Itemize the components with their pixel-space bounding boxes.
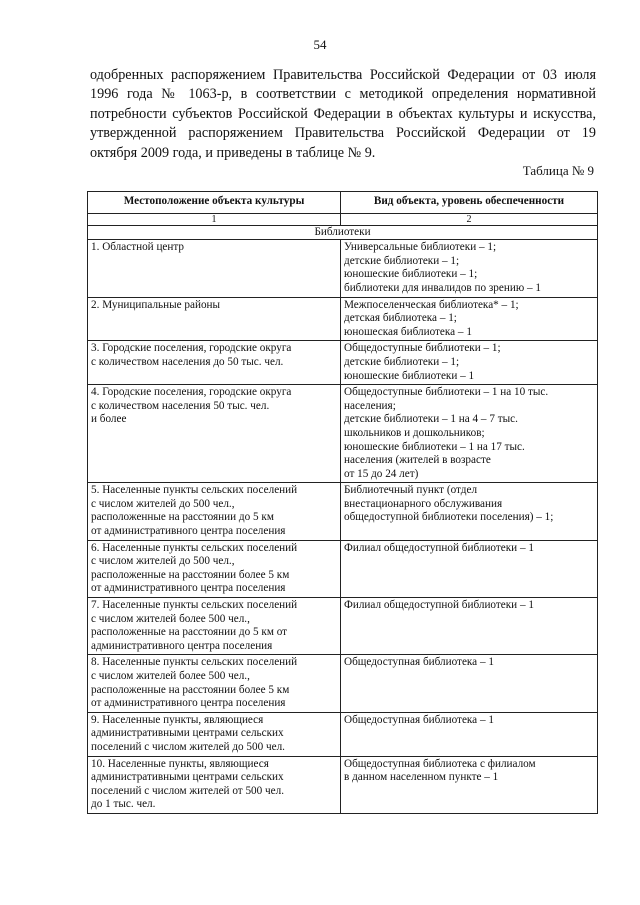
table-row xyxy=(88,756,598,813)
location-line: административными центрами сельских xyxy=(91,727,284,740)
object-type-line: Общедоступные библиотеки – 1 на 10 тыс. xyxy=(344,386,549,399)
object-type-line: Филиал общедоступной библиотеки – 1 xyxy=(344,541,534,554)
object-type-cell xyxy=(341,483,598,540)
object-type-cell xyxy=(341,540,598,597)
column-number-1: 1 xyxy=(88,213,341,225)
object-type-line: юношеские библиотеки – 1 xyxy=(344,369,475,382)
object-type-line: библиотеки для инвалидов по зрению – 1 xyxy=(344,281,541,294)
object-type-line: Библиотечный пункт (отдел xyxy=(344,484,478,497)
location-cell xyxy=(88,385,341,483)
location-line: с числом жителей более 500 чел., xyxy=(91,670,250,682)
location-line: 4. Городские поселения, городские округа xyxy=(91,386,292,399)
location-cell xyxy=(88,540,341,597)
object-type-cell xyxy=(341,655,598,712)
location-cell xyxy=(88,297,341,341)
object-type-line: внестационарного обслуживания xyxy=(344,497,503,510)
location-line: и более xyxy=(91,413,127,426)
object-type-line: Филиал общедоступной библиотеки – 1 xyxy=(344,599,534,612)
object-type-line: Общедоступная библиотека – 1 xyxy=(344,656,494,669)
location-cell xyxy=(88,341,341,385)
page-number: 54 xyxy=(313,37,327,52)
location-line: с числом жителей более 500 чел., xyxy=(91,612,250,625)
location-line: с количеством населения 50 тыс. чел. xyxy=(91,399,270,412)
object-type-cell xyxy=(341,756,598,813)
table-row xyxy=(88,712,598,756)
location-line: с числом жителей до 500 чел., xyxy=(91,497,235,510)
section-title: Библиотеки xyxy=(88,225,598,240)
location-line: от административного центра поселения xyxy=(91,525,286,538)
object-type-cell xyxy=(341,712,598,756)
object-type-line: юношеские библиотеки – 1; xyxy=(344,268,478,281)
object-type-line: в данном населенном пункте – 1 xyxy=(344,771,499,784)
location-cell xyxy=(88,483,341,540)
table-row xyxy=(88,385,598,483)
location-line: административного центра поселения xyxy=(91,639,273,652)
object-type-line: Общедоступные библиотеки – 1; xyxy=(344,342,501,355)
object-type-line: детская библиотека – 1; xyxy=(344,312,457,325)
object-type-line: юношеская библиотека – 1 xyxy=(344,325,472,338)
location-line: 8. Населенные пункты сельских поселений xyxy=(91,656,298,669)
header-location: Местоположение объекта культуры xyxy=(88,192,341,214)
table-row xyxy=(88,598,598,655)
object-type-line: общедоступной библиотеки поселения) – 1; xyxy=(344,511,554,524)
location-line: 6. Населенные пункты сельских поселений xyxy=(91,541,298,554)
location-line: с числом жителей до 500 чел., xyxy=(91,555,235,568)
object-type-line: детские библиотеки – 1; xyxy=(344,355,460,368)
location-cell xyxy=(88,598,341,655)
location-line: с количеством населения до 50 тыс. чел. xyxy=(91,355,284,368)
object-type-line: юношеские библиотеки – 1 на 17 тыс. xyxy=(344,440,525,453)
object-type-cell xyxy=(341,598,598,655)
object-type-line: Общедоступная библиотека с филиалом xyxy=(344,757,536,770)
location-line: от административного центра поселения xyxy=(91,697,286,710)
object-type-cell xyxy=(341,297,598,341)
section-row xyxy=(88,225,598,240)
object-type-line: населения; xyxy=(344,399,396,412)
table-row xyxy=(88,297,598,341)
object-type-line: от 15 до 24 лет) xyxy=(344,467,419,480)
object-type-line: детские библиотеки – 1; xyxy=(344,254,460,267)
location-cell xyxy=(88,240,341,297)
column-number-2: 2 xyxy=(341,213,598,225)
object-type-line: школьников и дошкольников; xyxy=(344,426,485,439)
location-line: 2. Муниципальные районы xyxy=(91,298,221,311)
object-type-cell xyxy=(341,341,598,385)
location-line: до 1 тыс. чел. xyxy=(91,798,156,811)
object-type-line: Универсальные библиотеки – 1; xyxy=(344,241,497,254)
location-cell xyxy=(88,655,341,712)
intro-paragraph xyxy=(90,66,596,163)
location-line: расположенные на расстоянии до 5 км от xyxy=(91,626,288,639)
location-line: поселений с числом жителей от 500 чел. xyxy=(91,784,285,797)
table-row xyxy=(88,655,598,712)
location-cell xyxy=(88,712,341,756)
location-line: от административного центра поселения xyxy=(91,582,286,595)
location-line: поселений с числом жителей до 500 чел. xyxy=(91,740,285,753)
object-type-line: Межпоселенческая библиотека* – 1; xyxy=(344,298,519,311)
object-type-line: Общедоступная библиотека – 1 xyxy=(344,713,494,726)
location-line: расположенные на расстоянии более 5 км xyxy=(91,683,290,696)
table-row xyxy=(88,483,598,540)
table-row xyxy=(88,540,598,597)
header-type: Вид объекта, уровень обеспеченности xyxy=(341,192,598,214)
location-line: 7. Населенные пункты сельских поселений xyxy=(91,599,298,612)
object-type-line: населения (жителей в возрасте xyxy=(344,454,491,467)
location-line: 10. Населенные пункты, являющиеся xyxy=(91,757,269,770)
norms-table xyxy=(87,191,598,814)
object-type-cell xyxy=(341,385,598,483)
table-caption: Таблица № 9 xyxy=(522,163,594,178)
location-line: расположенные на расстоянии более 5 км xyxy=(91,568,290,581)
location-line: 3. Городские поселения, городские округа xyxy=(91,342,292,355)
location-line: 1. Областной центр xyxy=(91,241,185,254)
column-number-row xyxy=(88,213,598,225)
location-line: административными центрами сельских xyxy=(91,771,284,784)
object-type-line: детские библиотеки – 1 на 4 – 7 тыс. xyxy=(344,413,518,426)
table-header-row xyxy=(88,192,598,214)
object-type-cell xyxy=(341,240,598,297)
table-row xyxy=(88,341,598,385)
location-line: 9. Населенные пункты, являющиеся xyxy=(91,713,264,726)
table-row xyxy=(88,240,598,297)
location-line: 5. Населенные пункты сельских поселений xyxy=(91,484,298,497)
location-line: расположенные на расстоянии до 5 км xyxy=(91,511,274,524)
location-cell xyxy=(88,756,341,813)
intro-text: одобренных распоряжением Правительства Российской Федерации от 03 июля 1996 года № 1063-р, в соответствии с методикой определения нормативной потребности субъектов Российской Федерации в объектах культуры и искусства, утвержденной распоряжением Правительства Российской Федерации от 19 октября 2009 года, и приведены в таблице № 9. xyxy=(90,67,596,161)
